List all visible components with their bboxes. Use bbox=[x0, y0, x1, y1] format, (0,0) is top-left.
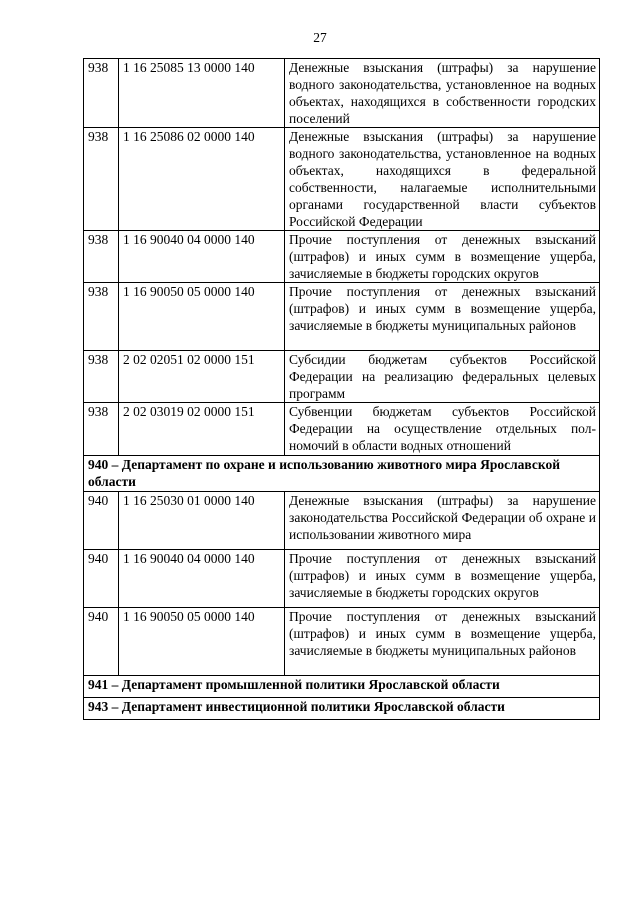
admin-code-cell: 940 bbox=[84, 492, 119, 550]
admin-code-cell: 938 bbox=[84, 231, 119, 283]
admin-code-cell: 938 bbox=[84, 283, 119, 351]
table-row bbox=[84, 492, 600, 550]
admin-code-cell: 938 bbox=[84, 351, 119, 403]
kbk-code-cell: 2 02 02051 02 0000 151 bbox=[119, 351, 285, 403]
admin-code-cell: 940 bbox=[84, 550, 119, 608]
table-row bbox=[84, 351, 600, 403]
description-cell: Денежные взыскания (штрафы) за нарушение законодательства Российской Федерации об охране и использовании животного мира bbox=[285, 492, 600, 550]
kbk-code-cell: 1 16 25086 02 0000 140 bbox=[119, 128, 285, 231]
department-header: 940 – Департамент по охране и использованию животного мира Ярославской области bbox=[84, 456, 600, 492]
table-row bbox=[84, 128, 600, 231]
kbk-code-cell: 1 16 90050 05 0000 140 bbox=[119, 283, 285, 351]
description-cell: Прочие поступления от денежных взысканий (штрафов) и иных сумм в возмещение ущерба, зачисляемые в бюджеты городских округов bbox=[285, 231, 600, 283]
table-row bbox=[84, 283, 600, 351]
table-row bbox=[84, 550, 600, 608]
kbk-code-cell: 1 16 90040 04 0000 140 bbox=[119, 550, 285, 608]
page-number: 27 bbox=[313, 30, 327, 45]
table-row bbox=[84, 231, 600, 283]
department-header: 943 – Департамент инвестиционной политики Ярославской области bbox=[84, 698, 600, 720]
table-row bbox=[84, 59, 600, 128]
description-cell: Денежные взыскания (штрафы) за нарушение водного законодательства, установленное на водных объектах, находящихся в собственности городских поселений bbox=[285, 59, 600, 128]
kbk-code-cell: 1 16 25030 01 0000 140 bbox=[119, 492, 285, 550]
department-header-row bbox=[84, 676, 600, 698]
department-header-row bbox=[84, 698, 600, 720]
description-cell: Прочие поступления от денежных взысканий (штрафов) и иных сумм в возмещение ущерба, зачисляемые в бюджеты муниципальных районов bbox=[285, 608, 600, 676]
table-row bbox=[84, 403, 600, 456]
admin-code-cell: 938 bbox=[84, 59, 119, 128]
admin-code-cell: 940 bbox=[84, 608, 119, 676]
department-header: 941 – Департамент промышленной политики Ярославской области bbox=[84, 676, 600, 698]
description-cell: Субсидии бюджетам субъектов Российской Федерации на реализацию федеральных целевых программ bbox=[285, 351, 600, 403]
kbk-code-cell: 1 16 90040 04 0000 140 bbox=[119, 231, 285, 283]
description-cell: Прочие поступления от денежных взысканий (штрафов) и иных сумм в возмещение ущерба, зачисляемые в бюджеты городских округов bbox=[285, 550, 600, 608]
kbk-code-cell: 1 16 25085 13 0000 140 bbox=[119, 59, 285, 128]
budget-classification-table bbox=[83, 58, 600, 720]
kbk-code-cell: 2 02 03019 02 0000 151 bbox=[119, 403, 285, 456]
kbk-code-cell: 1 16 90050 05 0000 140 bbox=[119, 608, 285, 676]
admin-code-cell: 938 bbox=[84, 403, 119, 456]
table-row bbox=[84, 608, 600, 676]
description-cell: Субвенции бюджетам субъектов Российской Федерации на осуществление отдельных полномочий в области водных отношений bbox=[285, 403, 600, 456]
department-header-row bbox=[84, 456, 600, 492]
admin-code-cell: 938 bbox=[84, 128, 119, 231]
description-cell: Прочие поступления от денежных взысканий (штрафов) и иных сумм в возмещение ущерба, зачисляемые в бюджеты муниципальных районов bbox=[285, 283, 600, 351]
description-cell: Денежные взыскания (штрафы) за нарушение водного законодательства, установленное на водных объектах, находящихся в федеральной собственности, налагаемые исполнительными органами государственной власти субъектов Российской Федерации bbox=[285, 128, 600, 231]
